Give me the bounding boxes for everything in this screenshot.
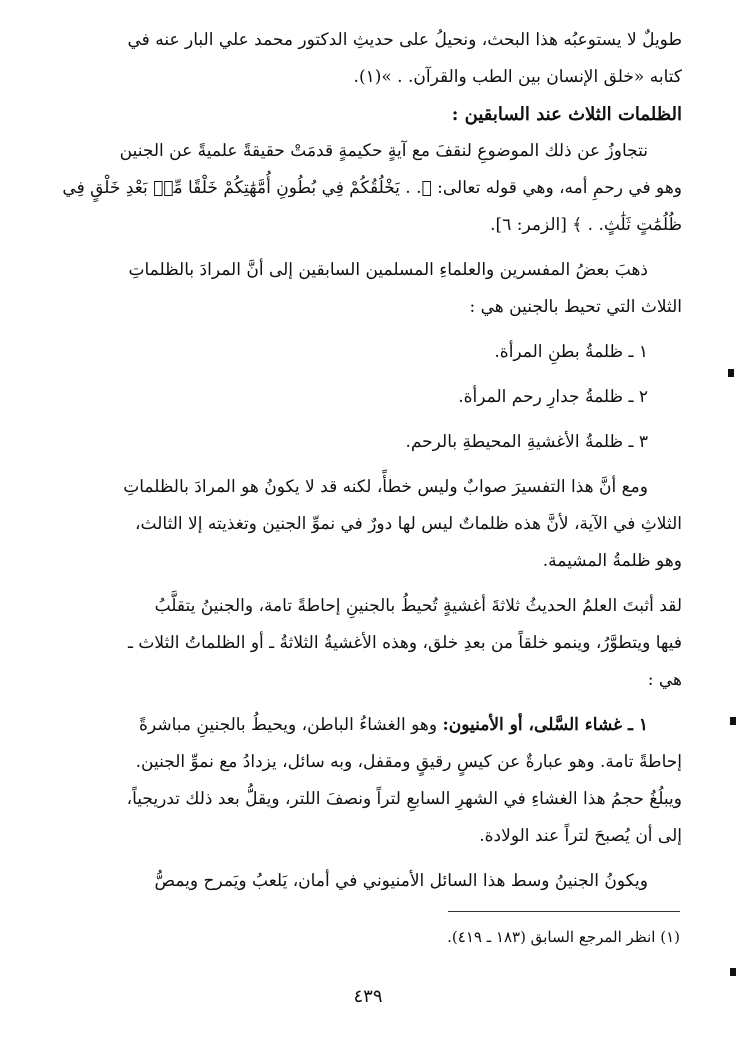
footnote-divider	[448, 911, 680, 912]
text-line: لقد أثبتَ العلمُ الحديثُ ثلاثةَ أغشيةٍ تُحيطُ بالجنينِ إحاطةً تامة، والجنينُ يتقلَّبُ	[154, 596, 682, 616]
text-line: كتابه «خلق الإنسان بين الطب والقرآن. . »(١).	[353, 67, 682, 87]
scan-mark	[728, 369, 734, 377]
text-line: نتجاوزُ عن ذلك الموضوعِ لنقفَ مع آيةٍ حكيمةٍ قدمَتْ حقيقةً علميةً عن الجنين	[119, 141, 648, 161]
list-item: ١ ـ ظلمةُ بطنِ المرأة.	[494, 342, 648, 362]
section-heading: الظلمات الثلاث عند السابقين :	[451, 104, 682, 125]
quran-verse-line: ظُلُمَٰتٍ ثَلَٰثٍ. . ﴾ [الزمر: ٦].	[490, 215, 682, 235]
paragraph-3	[60, 252, 682, 326]
list-item: ٢ ـ ظلمةُ جدارِ رحم المرأة.	[458, 387, 648, 407]
footnote: (١) انظر المرجع السابق (١٨٣ ـ ٤١٩).	[447, 928, 680, 946]
text-line: إحاطةً تامة. وهو عبارةٌ عن كيسٍ رقيقٍ ومقفل، وبه سائل، يزدادُ مع نموِّ الجنين.	[135, 752, 682, 772]
text-line: الثلاثِ في الآية، لأنَّ هذه ظلماتٌ ليس لها دورٌ في نموِّ الجنين وتغذيته إلا الثالث،	[135, 514, 682, 534]
text-line: طويلٌ لا يستوعبُه هذا البحث، ونحيلُ على حديثِ الدكتور محمد علي البار عنه في	[127, 30, 682, 50]
text-line: الثلاث التي تحيط بالجنين هي :	[469, 297, 682, 317]
paragraph-2	[60, 133, 682, 244]
paragraph-1	[60, 22, 682, 96]
text-line: ويبلُغُ حجمُ هذا الغشاءِ في الشهرِ السابعِ لتراً ونصفَ اللتر، ويقلُّ بعد ذلك تدريجياً،	[126, 789, 682, 809]
text-line: هي :	[647, 670, 682, 690]
quran-verse-line: وهو في رحمِ أمه، وهي قوله تعالى: ﴿. . يَخْلُقُكُمْ فِي بُطُونِ أُمَّهَٰتِكُمْ خَلْقًا مِّنۢ بَعْدِ خَلْقٍ فِي	[62, 178, 682, 198]
scan-mark	[730, 968, 736, 976]
text-line: فيها ويتطوَّرُ، وينمو خلقاً من بعدِ خلق، وهذه الأغشيةُ الثلاثةُ ـ أو الظلماتُ الثلاث ـ	[127, 633, 682, 653]
text-line: ذهبَ بعضُ المفسرين والعلماءِ المسلمين السابقين إلى أنَّ المرادَ بالظلماتِ	[128, 260, 648, 280]
page-number: ٤٣٩	[353, 986, 383, 1007]
amnion-term: ١ ـ غشاء السَّلى، أو الأمنيون:	[442, 715, 648, 735]
text-line: ومع أنَّ هذا التفسيرَ صوابٌ وليس خطأً، لكنه قد لا يكونُ هو المرادَ بالظلماتِ	[123, 477, 648, 497]
scan-mark	[730, 717, 736, 725]
list-item: ٣ ـ ظلمةُ الأغشيةِ المحيطةِ بالرحم.	[405, 432, 648, 452]
paragraph-6	[60, 707, 682, 855]
paragraph-5	[60, 588, 682, 699]
page-body	[60, 22, 682, 900]
text-fragment: وهو الغشاءُ الباطن، ويحيطُ بالجنينِ مباشرةً	[139, 715, 443, 735]
paragraph-4	[60, 469, 682, 580]
text-line: وهو ظلمةُ المشيمة.	[542, 551, 682, 571]
text-line: إلى أن يُصبحَ لتراً عند الولادة.	[479, 826, 682, 846]
paragraph-7	[60, 863, 682, 900]
text-line	[60, 707, 682, 744]
darkness-list	[60, 334, 682, 461]
text-line: ويكونُ الجنينُ وسط هذا السائل الأمنيوني في أمان، يَلعبُ ويَمرح ويمصُّ	[154, 871, 648, 891]
